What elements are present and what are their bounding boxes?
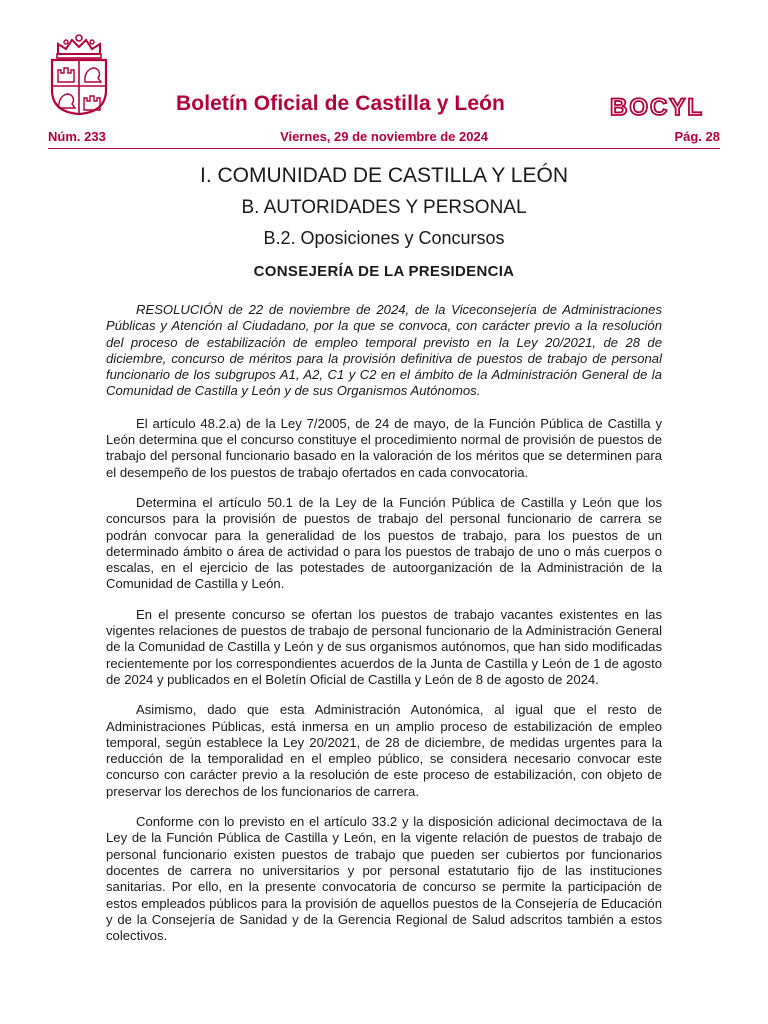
issue-meta-bar xyxy=(48,128,720,149)
section-heading-1: I. COMUNIDAD DE CASTILLA Y LEÓN xyxy=(200,164,568,187)
body-paragraph: En el presente concurso se ofertan los puestos de trabajo vacantes existentes en las vigentes relaciones de puestos de trabajo de personal funcionario de la Administración General de la Comunidad de Castilla y León y de sus organismos autónomos, que han sido modificadas recientemente por los correspondientes acuerdos de la Junta de Castilla y León de 1 de agosto de 2024 y publicados en el Boletín Oficial de Castilla y León de 8 de agosto de 2024. xyxy=(106,606,662,687)
body-paragraph: Asimismo, dado que esta Administración Autonómica, al igual que el resto de Administraciones Públicas, está inmersa en un amplio proceso de estabilización de empleo temporal, según establece la Ley 20/2021, de 28 de diciembre, de medidas urgentes para la reducción de la temporalidad en el empleo público, se considera necesario convocar este concurso con carácter previo a la resolución de este proceso de estabilización, con objeto de preservar los derechos de los funcionarios de carrera. xyxy=(106,702,662,799)
body-paragraph: Determina el artículo 50.1 de la Ley de la Función Pública de Castilla y León que los concursos para la provisión de puestos de trabajo del personal funcionario de carrera se podrán convocar para la generalidad de los puestos de trabajo, para los puestos de un determinado ámbito o área de actividad o para los puestos de trabajo de uno o más cuerpos o escalas, en el ejercicio de las potestades de autoorganización de la Administración de la Comunidad de Castilla y León. xyxy=(106,494,662,592)
section-heading-2: B. AUTORIDADES Y PERSONAL xyxy=(241,197,527,218)
coat-of-arms-icon xyxy=(48,32,110,116)
section-heading-3: B.2. Oposiciones y Concursos xyxy=(263,228,505,248)
svg-text:BOCYL: BOCYL xyxy=(610,94,704,118)
issue-number: Núm. 233 xyxy=(48,129,106,144)
page-number: Pág. 28 xyxy=(674,129,720,144)
document-body xyxy=(106,302,662,958)
body-paragraph: El artículo 48.2.a) de la Ley 7/2005, de 24 de mayo, de la Función Pública de Castilla y León determina que el concurso constituye el procedimiento normal de provisión de puestos de trabajo del personal funcionario basado en la valoración de los méritos que se determinen para el desempeño de los puestos de trabajo ofertados en cada convocatoria. xyxy=(106,415,662,480)
body-paragraph: Conforme con lo previsto en el artículo 33.2 y la disposición adicional decimoctava de la Ley de la Función Pública de Castilla y León, en la vigente relación de puestos de trabajo de personal funcionario existen puestos de trabajo que pueden ser cubiertos por funcionarios docentes de carrera no universitarios y por personal estatutario fijo de las instituciones sanitarias. Por ello, en la presente convocatoria de concurso se permite la participación de estos empleados públicos para la provisión de aquellos puestos de la Consejería de Educación y de la Consejería de Sanidad y de la Gerencia Regional de Salud adscritos también a estos colectivos. xyxy=(106,814,662,944)
document-header xyxy=(48,32,720,124)
resolution-summary: RESOLUCIÓN de 22 de noviembre de 2024, de la Viceconsejería de Administraciones Públicas y Atención al Ciudadano, por la que se convoca, con carácter previo a la resolución del proceso de estabilización de empleo temporal previsto en la Ley 20/2021, de 28 de diciembre, concurso de méritos para la provisión definitiva de puestos de trabajo de personal funcionario de los subgrupos A1, A2, C1 y C2 en el ámbito de la Administración General de la Comunidad de Castilla y León y de sus Organismos Autónomos. xyxy=(106,302,662,399)
department-heading: CONSEJERÍA DE LA PRESIDENCIA xyxy=(253,263,515,280)
bulletin-title: Boletín Oficial de Castilla y León xyxy=(176,92,505,115)
bocyl-logo xyxy=(594,94,720,118)
issue-date: Viernes, 29 de noviembre de 2024 xyxy=(280,129,488,144)
